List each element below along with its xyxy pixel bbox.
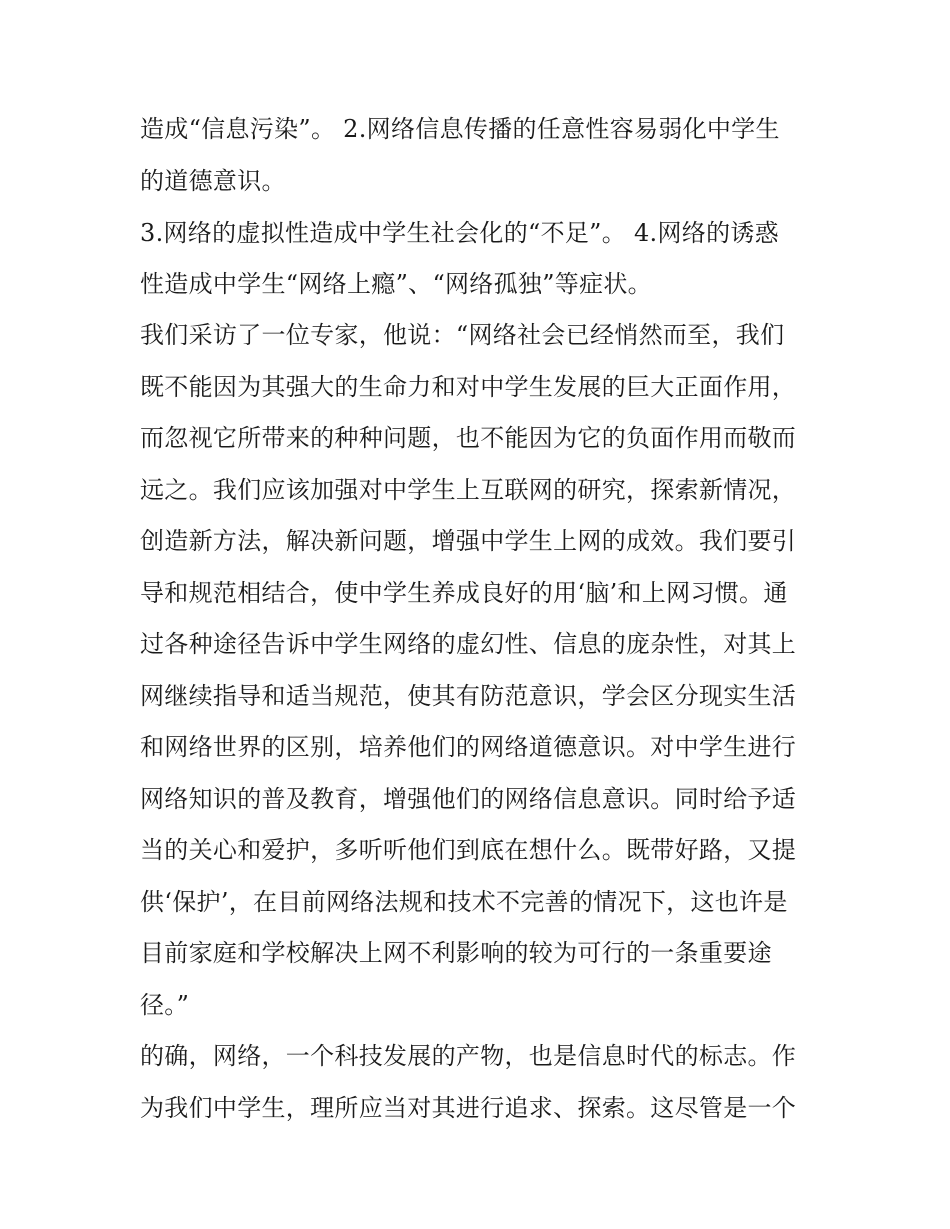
text-line: 远之。我们应该加强对中学生上互联网的研究，探索新情况， bbox=[140, 476, 797, 504]
text-line: 的道德意识。 bbox=[140, 167, 286, 195]
text-line: 过各种途径告诉中学生网络的虚幻性、信息的庞杂性，对其上 bbox=[140, 630, 797, 658]
text-line: 创造新方法，解决新问题，增强中学生上网的成效。我们要引 bbox=[140, 527, 797, 555]
text-line: 和网络世界的区别，培养他们的网络道德意识。对中学生进行 bbox=[140, 733, 797, 761]
text-line: 既不能因为其强大的生命力和对中学生发展的巨大正面作用， bbox=[140, 373, 797, 401]
text-line: 3.网络的虚拟性造成中学生社会化的“不足”。 4.网络的诱惑 bbox=[140, 219, 779, 247]
text-line: 而忽视它所带来的种种问题，也不能因为它的负面作用而敬而 bbox=[140, 424, 797, 452]
text-line: 网继续指导和适当规范，使其有防范意识，学会区分现实生活 bbox=[140, 682, 797, 710]
text-line: 当的关心和爱护，多听听他们到底在想什么。既带好路，又提 bbox=[140, 836, 797, 864]
text-line: 网络知识的普及教育，增强他们的网络信息意识。同时给予适 bbox=[140, 785, 797, 813]
text-line: 导和规范相结合，使中学生养成良好的用‘脑’和上网习惯。通 bbox=[140, 579, 788, 607]
text-line: 性造成中学生“网络上瘾”、“网络孤独”等症状。 bbox=[140, 270, 652, 298]
text-line: 我们采访了一位专家，他说：“网络社会已经悄然而至，我们 bbox=[140, 321, 785, 349]
text-line: 径。” bbox=[140, 991, 190, 1019]
text-line: 的确，网络，一个科技发展的产物，也是信息时代的标志。作 bbox=[140, 1042, 797, 1070]
text-line: 供‘保护’，在目前网络法规和技术不完善的情况下，这也许是 bbox=[140, 888, 788, 916]
text-line: 目前家庭和学校解决上网不利影响的较为可行的一条重要途 bbox=[140, 939, 772, 967]
text-line: 造成“信息污染”。 2.网络信息传播的任意性容易弱化中学生 bbox=[140, 115, 780, 143]
text-line: 为我们中学生，理所应当对其进行追求、探索。这尽管是一个 bbox=[140, 1094, 797, 1122]
